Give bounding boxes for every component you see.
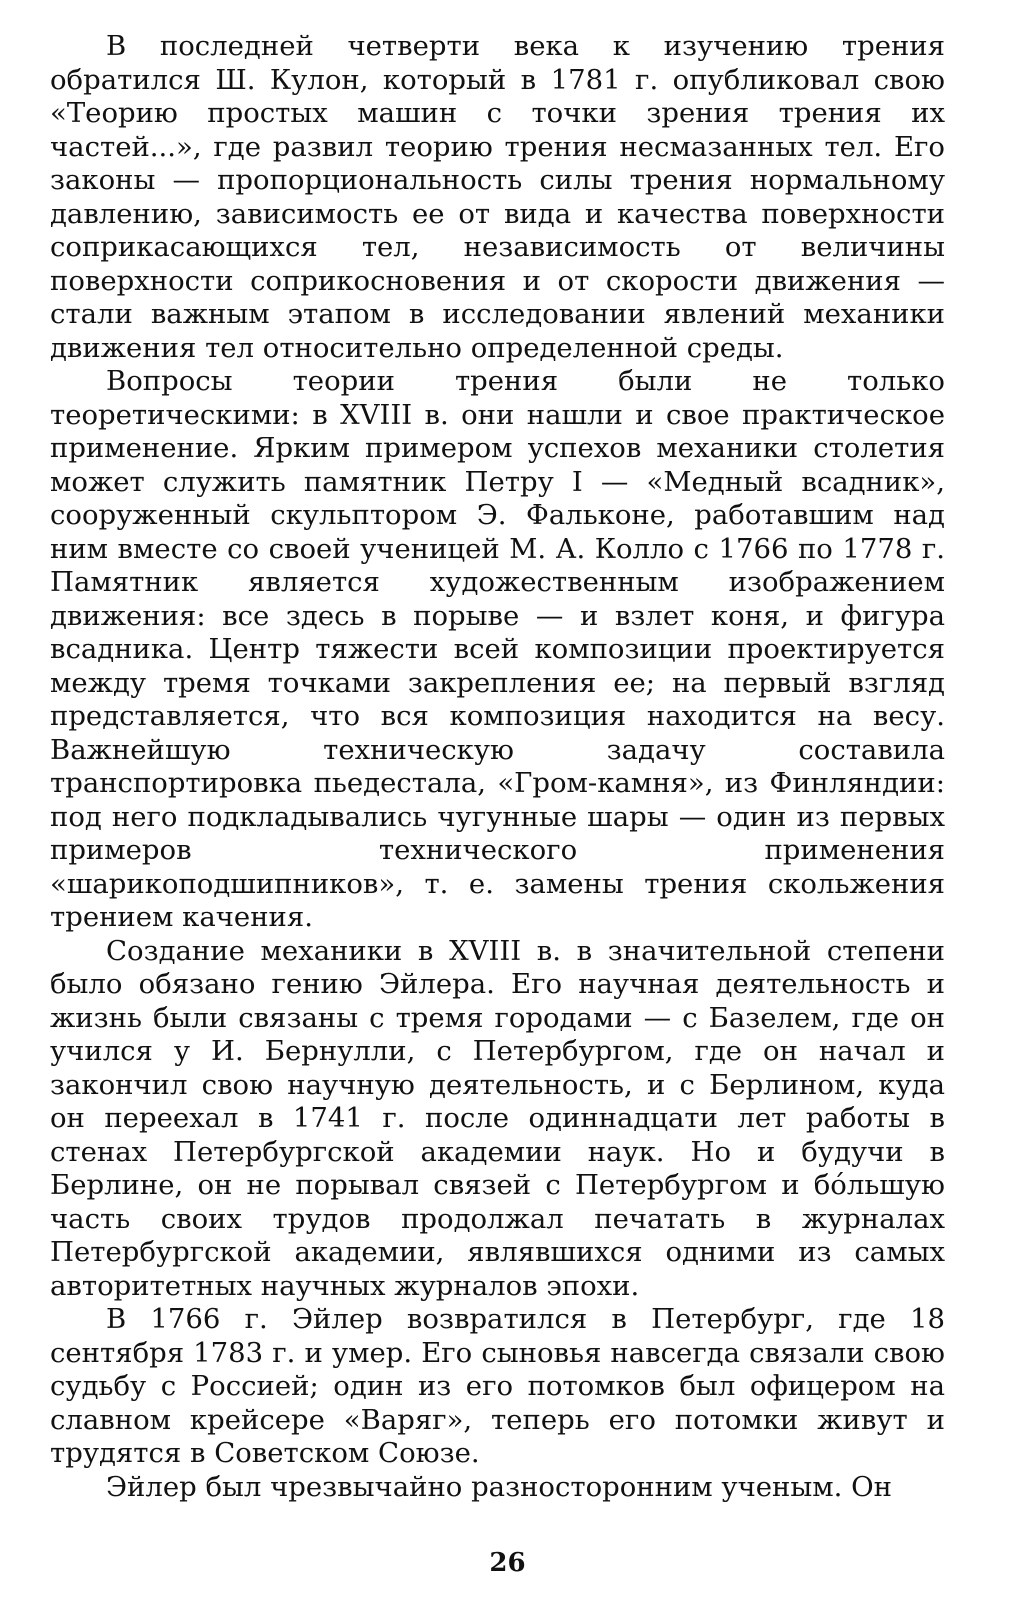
- paragraph-coulomb-friction: В последней четверти века к изучению трения обратился Ш. Кулон, который в 1781 г. опубликовал свою «Теорию простых машин с точки зрения трения их частей...», где развил теорию трения несмазанных тел. Его законы — пропорциональность силы трения нормальному давлению, зависимость ее от вида и качества поверхности соприкасающихся тел, независимость от величины поверхности соприкосновения и от скорости движения — стали важным этапом в исследовании явлений механики движения тел относительно определенной среды.: [50, 30, 945, 364]
- paragraph-euler-mechanics: Создание механики в XVIII в. в значительной степени было обязано гению Эйлера. Его научная деятельность и жизнь были связаны с тремя городами — с Базелем, где он учился у И. Бернулли, с Петербургом, где он начал и закончил свою научную деятельность, и с Берлином, куда он переехал в 1741 г. после одиннадцати лет работы в стенах Петербургской академии наук. Но и будучи в Берлине, он не порывал связей с Петербургом и бо́льшую часть своих трудов продолжал печатать в журналах Петербургской академии, являвшихся одними из самых авторитетных научных журналов эпохи.: [50, 934, 945, 1302]
- page-body: [50, 30, 945, 1504]
- paragraph-euler-versatile: Эйлер был чрезвычайно разносторонним ученым. Он: [106, 1470, 893, 1503]
- paragraph-bronze-horseman: Вопросы теории трения были не только теоретическими: в XVIII в. они нашли и свое практическое применение. Ярким примером успехов механики столетия может служить памятник Петру I — «Медный всадник», сооруженный скульптором Э. Фальконе, работавшим над ним вместе со своей ученицей М. А. Колло с 1766 по 1778 г. Памятник является художественным изображением движения: все здесь в порыве — и взлет коня, и фигура всадника. Центр тяжести всей композиции проектируется между тремя точками закрепления ее; на первый взгляд представляется, что вся композиция находится на весу. Важнейшую техническую задачу составила транспортировка пьедестала, «Гром-камня», из Финляндии: под него подкладывались чугунные шары — один из первых примеров технического применения «шарикоподшипников», т. е. замены трения скольжения трением качения.: [50, 365, 945, 933]
- paragraph-euler-return: В 1766 г. Эйлер возвратился в Петербург, где 18 сентября 1783 г. и умер. Его сыновья навсегда связали свою судьбу с Россией; один из его потомков был офицером на славном крейсере «Варяг», теперь его потомки живут и трудятся в Советском Союзе.: [50, 1303, 945, 1469]
- page-number: 26: [489, 1548, 526, 1578]
